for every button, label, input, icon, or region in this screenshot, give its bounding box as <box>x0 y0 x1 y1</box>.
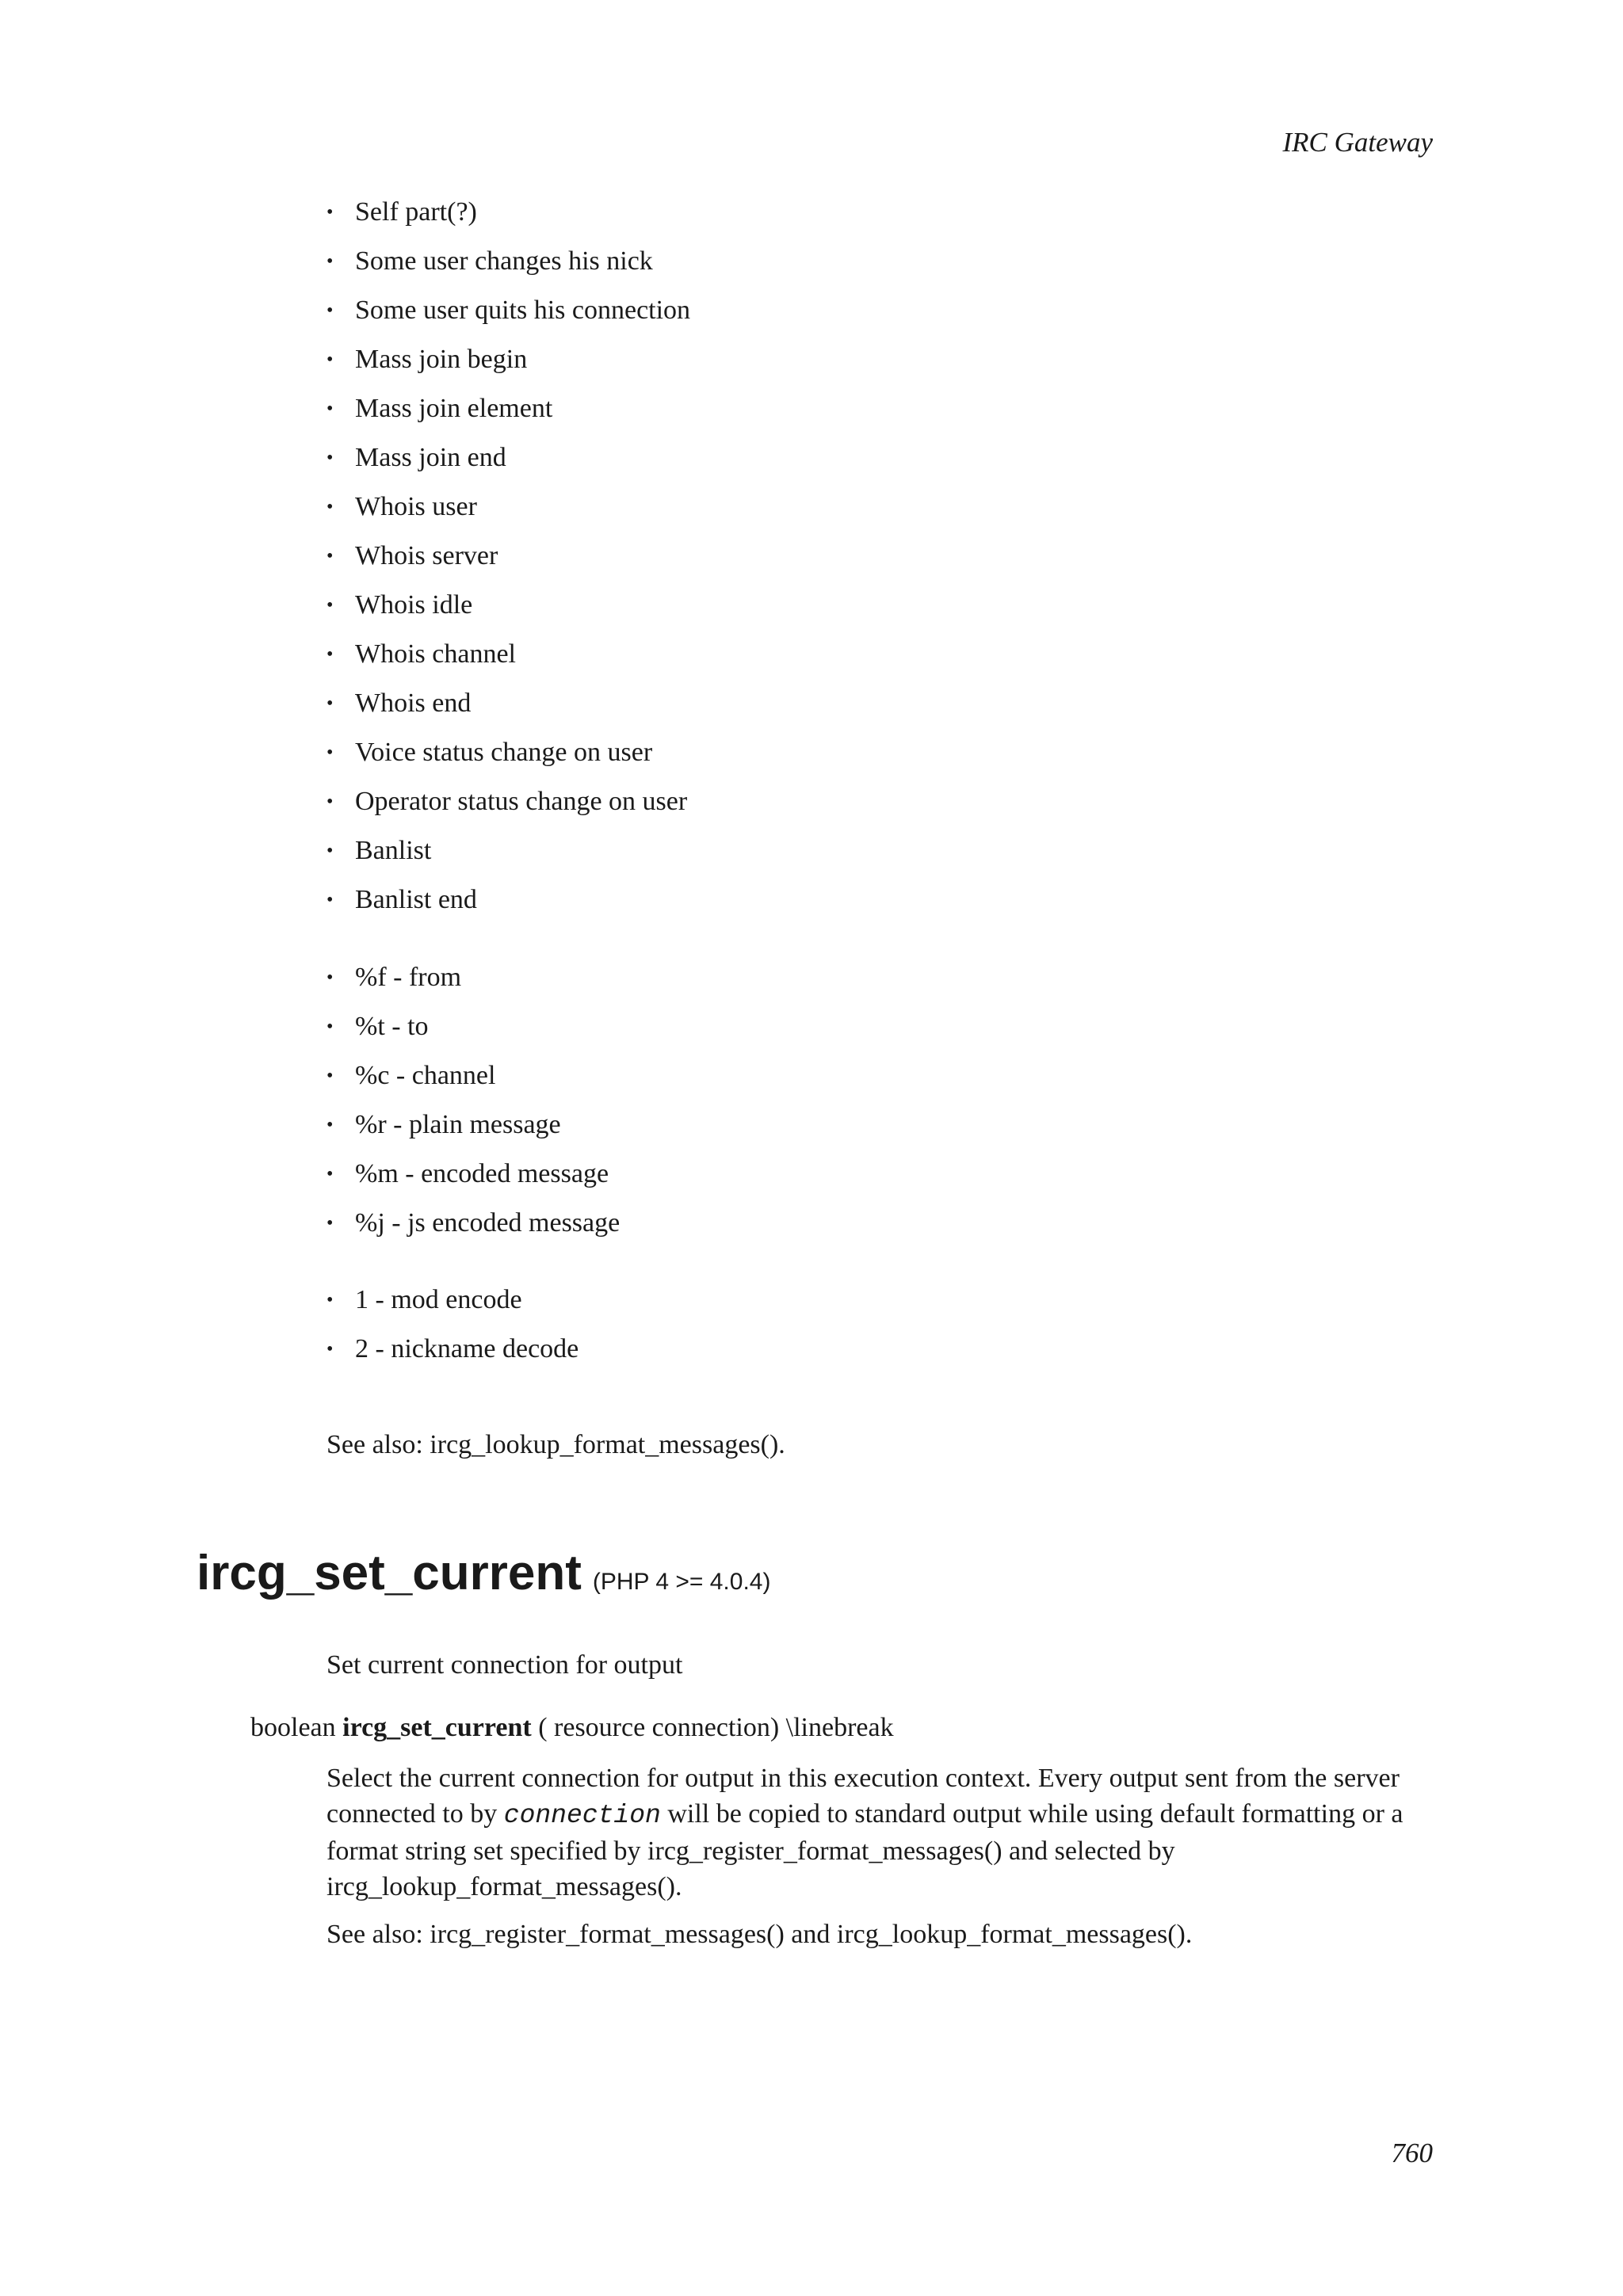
bullet-icon: • <box>327 546 334 566</box>
list-item-text: Whois user <box>355 492 477 521</box>
signature-params: ( resource connection) \linebreak <box>538 1713 894 1742</box>
list-item-text: Some user changes his nick <box>355 246 653 276</box>
list-item <box>327 1150 620 1199</box>
list-item-text: Mass join end <box>355 443 506 472</box>
list-item <box>327 433 690 482</box>
list-item <box>327 532 690 581</box>
function-name: ircg_set_current <box>197 1546 582 1600</box>
list-item <box>327 1325 579 1374</box>
list-item-text: Whois channel <box>355 639 516 669</box>
bullet-icon: • <box>327 497 334 517</box>
bullet-icon: • <box>327 1066 334 1086</box>
function-description <box>327 1760 1436 1905</box>
function-heading <box>197 1545 770 1601</box>
flag-list <box>327 1276 579 1374</box>
list-item-text: Whois server <box>355 541 498 570</box>
list-item-text: Whois idle <box>355 590 473 620</box>
list-item-text: Mass join begin <box>355 345 528 374</box>
signature-return-type: boolean <box>250 1713 336 1742</box>
bullet-icon: • <box>327 349 334 370</box>
bullet-icon: • <box>327 399 334 419</box>
list-item <box>327 384 690 433</box>
list-item <box>327 482 690 532</box>
list-item <box>327 286 690 335</box>
list-item <box>327 728 690 777</box>
bullet-icon: • <box>327 595 334 616</box>
list-item <box>327 953 620 1002</box>
list-item <box>327 777 690 826</box>
list-item <box>327 1051 620 1100</box>
format-code-list <box>327 953 620 1248</box>
bullet-icon: • <box>327 202 334 223</box>
bullet-icon: • <box>327 1115 334 1135</box>
bullet-icon: • <box>327 300 334 321</box>
list-item <box>327 630 690 679</box>
list-item-text: Whois end <box>355 688 472 718</box>
page-number: 760 <box>1391 2138 1433 2168</box>
running-header: IRC Gateway <box>1282 127 1433 158</box>
description-text-2: will be copied to standard output while using default formatting or a format string set specified by ircg_register_format_messages() and selected by ircg_lookup_format_messages(). <box>327 1799 1403 1901</box>
list-item-text: %r - plain message <box>355 1110 561 1139</box>
see-also-lookup: See also: ircg_lookup_format_messages(). <box>327 1430 785 1459</box>
list-item-text: %m - encoded message <box>355 1159 609 1188</box>
list-item-text: %f - from <box>355 963 462 992</box>
list-item <box>327 1002 620 1051</box>
list-item <box>327 581 690 630</box>
list-item <box>327 679 690 728</box>
list-item <box>327 1100 620 1150</box>
bullet-icon: • <box>327 742 334 763</box>
bullet-icon: • <box>327 1016 334 1037</box>
bullet-icon: • <box>327 841 334 861</box>
list-item-text: %t - to <box>355 1012 429 1041</box>
event-list <box>327 188 690 925</box>
function-signature <box>250 1713 894 1743</box>
bullet-icon: • <box>327 693 334 714</box>
see-also-register: See also: ircg_register_format_messages() and ircg_lookup_format_messages(). <box>327 1920 1193 1949</box>
description-text-1: Select the current connection for output in this execution context. Every output sent from the server connected to by <box>327 1764 1400 1829</box>
description-parameter: connection <box>503 1801 661 1830</box>
bullet-icon: • <box>327 448 334 468</box>
list-item-text: Voice status change on user <box>355 738 653 767</box>
bullet-icon: • <box>327 1164 334 1184</box>
bullet-icon: • <box>327 967 334 988</box>
list-item-text: 2 - nickname decode <box>355 1334 579 1363</box>
list-item-text: %c - channel <box>355 1061 496 1090</box>
bullet-icon: • <box>327 644 334 665</box>
list-item <box>327 335 690 384</box>
list-item-text: Banlist <box>355 836 432 865</box>
list-item-text: Banlist end <box>355 885 477 914</box>
list-item <box>327 237 690 286</box>
signature-function-name: ircg_set_current <box>342 1713 532 1742</box>
list-item-text: Mass join element <box>355 394 553 423</box>
list-item-text: %j - js encoded message <box>355 1208 621 1238</box>
bullet-icon: • <box>327 1290 334 1310</box>
list-item-text: Some user quits his connection <box>355 296 691 325</box>
bullet-icon: • <box>327 791 334 812</box>
list-item <box>327 875 690 925</box>
function-short-description: Set current connection for output <box>327 1650 683 1680</box>
list-item-text: Self part(?) <box>355 197 477 227</box>
bullet-icon: • <box>327 251 334 272</box>
bullet-icon: • <box>327 1339 334 1360</box>
bullet-icon: • <box>327 1213 334 1234</box>
function-version: (PHP 4 >= 4.0.4) <box>592 1569 771 1595</box>
list-item <box>327 188 690 237</box>
list-item <box>327 1276 579 1325</box>
list-item <box>327 1199 620 1248</box>
list-item-text: 1 - mod encode <box>355 1285 522 1314</box>
bullet-icon: • <box>327 890 334 910</box>
list-item <box>327 826 690 875</box>
list-item-text: Operator status change on user <box>355 787 688 816</box>
